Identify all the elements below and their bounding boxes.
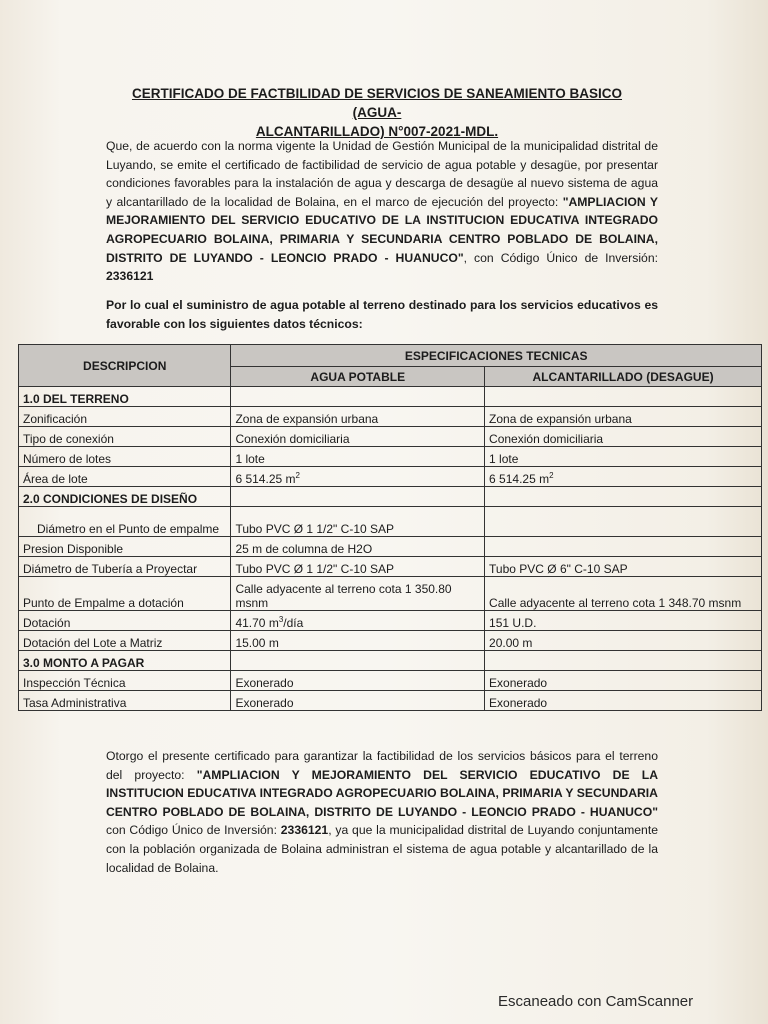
table-row: Tipo de conexión Conexión domiciliaria Conexión domiciliaria: [19, 427, 762, 447]
section-diseno: 2.0 CONDICIONES DE DISEÑO: [19, 487, 231, 507]
header-descripcion: DESCRIPCION: [19, 345, 231, 387]
investment-code-2: 2336121: [280, 823, 329, 838]
table-row: Área de lote 6 514.25 $m^2$ 6 514.25 $m^2$: [19, 467, 762, 487]
camscanner-watermark: Escaneado con CamScanner: [498, 993, 694, 1010]
supply-paragraph: Por lo cual el suministro de agua potable al terreno destinado para los servicios educativos es favorable con los siguientes datos técnicos:: [106, 298, 658, 331]
document-title: CERTIFICADO DE FACTBILIDAD DE SERVICIOS DE SANEAMIENTO BASICO (AGUA- ALCANTARILLADO) N°007-2021-MDL.: [131, 86, 623, 139]
table-row: Zonificación Zona de expansión urbana Zona de expansión urbana: [19, 407, 762, 427]
project-name-2: "AMPLIACION Y MEJORAMIENTO DEL SERVICIO EDUCATIVO DE LA INSTITUCION EDUCATIVA INTEGRADO AGROPECUARIO BOLAINA, PRIMARIA Y SECUNDARIA CENTRO POBLADO DE BOLAINA, DISTRITO DE LUYANDO - LEONCIO PRADO - HUANUCO": [106, 767, 659, 819]
table-row: Número de lotes 1 lote 1 lote: [19, 447, 762, 467]
table-row: Dotación 41.70 $m^3$/día 151 U.D.: [19, 611, 762, 631]
section-monto: 3.0 MONTO A PAGAR: [19, 651, 231, 671]
header-alcantarillado: ALCANTARILLADO (DESAGUE): [485, 367, 762, 387]
project-name: "AMPLIACION Y MEJORAMIENTO DEL SERVICIO EDUCATIVO DE LA INSTITUCION EDUCATIVA INTEGRADO AGROPECUARIO BOLAINA, PRIMARIA Y SECUNDARIA CENTRO POBLADO DE BOLAINA, DISTRITO DE LUYANDO - LEONCIO PRADO - HUANUCO": [106, 194, 658, 265]
table-row: Presion Disponible 25 m de columna de H2O: [19, 537, 762, 557]
table-row: Dotación del Lote a Matriz 15.00 m 20.00 m: [19, 631, 762, 651]
investment-code: 2336121: [106, 269, 154, 284]
intro-paragraph: Que, de acuerdo con la norma vigente la Unidad de Gestión Municipal de la municipalidad distrital de Luyando, se emite el certificado de factibilidad de servicio de agua potable y desagüe, por presentar condiciones favorables para la instalación de agua y descarga de desagüe al nuevo sistema de agua y alcantarillado de la localidad de Bolaina, en el marco de ejecución del proyecto: "AMPLIACION Y MEJORAMIENTO DEL SERVICIO EDUCATIVO DE LA INSTITUCION EDUCATIVA INTEGRADO AGROPECUARIO BOLAINA, PRIMARIA Y SECUNDARIA CENTRO POBLADO DE BOLAINA, DISTRITO DE LUYANDO - LEONCIO PRADO - HUANUCO", con Código Único de Inversión: 2336121: [106, 139, 658, 284]
table-row: Inspección Técnica Exonerado Exonerado: [19, 671, 762, 691]
closing-paragraph: Otorgo el presente certificado para garantizar la factibilidad de los servicios básicos para el terreno del proyecto: "AMPLIACION Y MEJORAMIENTO DEL SERVICIO EDUCATIVO DE LA INSTITUCION EDUCATIVA INTEGRADO AGROPECUARIO BOLAINA, PRIMARIA Y SECUNDARIA CENTRO POBLADO DE BOLAINA, DISTRITO DE LUYANDO - LEONCIO PRADO - HUANUCO" con Código Único de Inversión: 2336121, ya que la municipalidad distrital de Luyando conjuntamente con la población organizada de Bolaina administran el sistema de agua potable y alcantarillado de la localidad de Bolaina.: [106, 749, 659, 875]
table-row: Punto de Empalme a dotación Calle adyacente al terreno cota 1 350.80 msnm Calle adyacente al terreno cota 1 348.70 msnm: [19, 577, 762, 611]
header-especificaciones: ESPECIFICACIONES TECNICAS: [231, 345, 762, 367]
table-row: Diámetro de Tubería a Proyectar Tubo PVC Ø 1 1/2" C-10 SAP Tubo PVC Ø 6" C-10 SAP: [19, 557, 762, 577]
table-row: Tasa Administrativa Exonerado Exonerado: [19, 691, 762, 711]
table-row: Diámetro en el Punto de empalme Tubo PVC Ø 1 1/2" C-10 SAP: [19, 507, 762, 537]
header-agua-potable: AGUA POTABLE: [231, 367, 485, 387]
technical-specs-table: [18, 344, 762, 711]
section-terreno: 1.0 DEL TERRENO: [19, 387, 231, 407]
